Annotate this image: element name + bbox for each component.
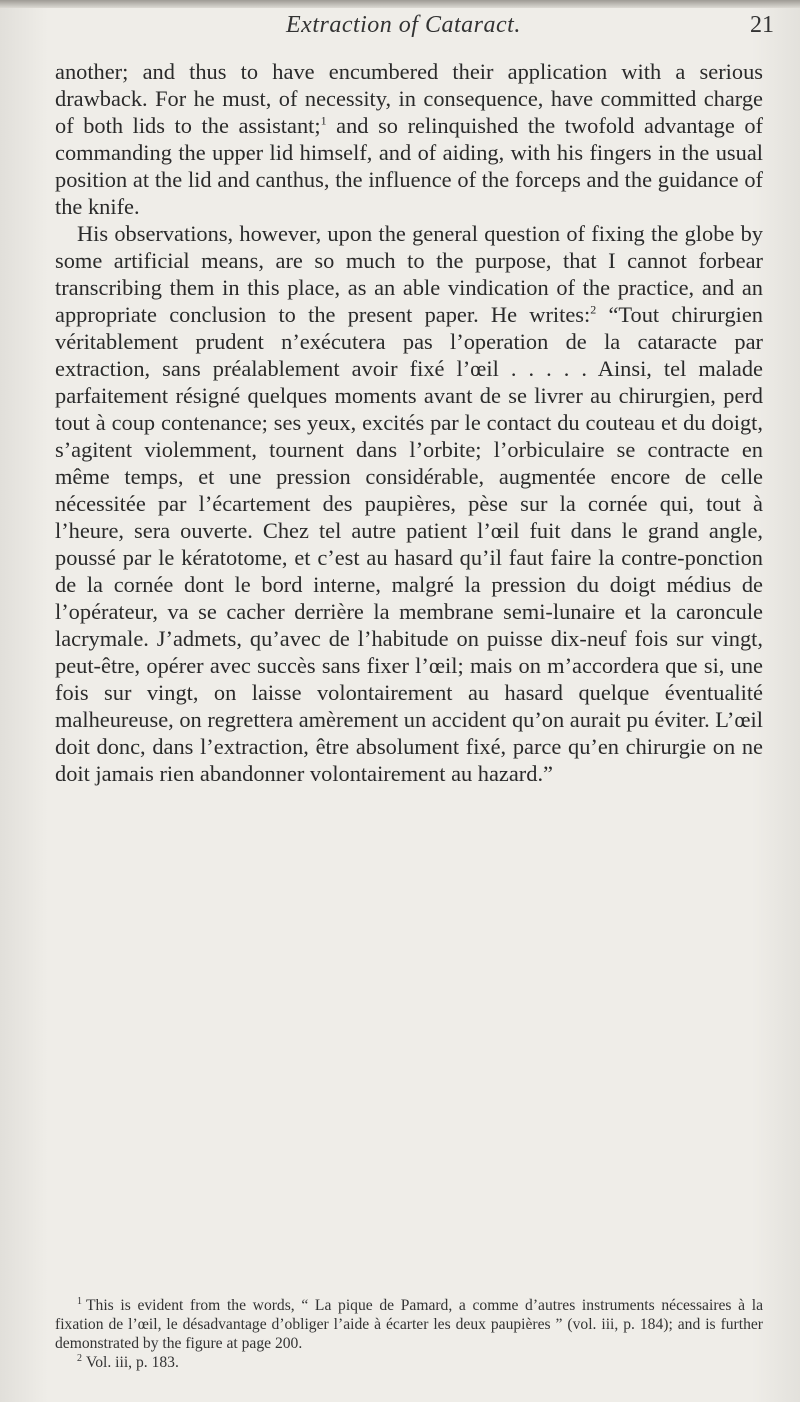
footnote-ref-2: 2 bbox=[590, 302, 597, 317]
footnote-2-text: Vol. iii, p. 183. bbox=[86, 1354, 179, 1371]
footnote-1-mark: 1 bbox=[77, 1295, 82, 1307]
footnote-1 bbox=[55, 1296, 763, 1353]
footnotes bbox=[55, 1296, 763, 1372]
paragraph-2-text: His observations, however, upon the general question of fixing the globe by some artificial means, are so much to the purpose, that I cannot forbear transcribing them in this place, as an able vindication of the practice, and an appropriate conclusion to the present paper. He writes: bbox=[55, 221, 763, 327]
paragraph-1 bbox=[55, 58, 763, 220]
body-text bbox=[55, 58, 763, 787]
page-number: 21 bbox=[750, 12, 774, 38]
paragraph-1-continuation: and so relinquished the twofold advantage of commanding the upper lid himself, and of aiding, with his fingers in the usual position at the lid and canthus, the influence of the forceps and the guidance of the knife. bbox=[55, 113, 763, 219]
top-edge-rule bbox=[0, 0, 800, 8]
footnote-1-text: This is evident from the words, “ La pique de Pamard, a comme d’autres instruments nécessaires à la fixation de l’œil, le désadvantage d’obliger l’aide à écarter les deux paupières ” (vol. iii, p. 184); and is further demonstrated by the figure at page 200. bbox=[55, 1297, 763, 1352]
running-head bbox=[0, 12, 800, 42]
paragraph-1-text: another; and thus to have encumbered their application with a serious drawback. For he must, of necessity, in consequence, have committed charge of both lids to the assistant; bbox=[55, 59, 763, 138]
footnote-2-mark: 2 bbox=[77, 1352, 82, 1364]
french-quotation: “Tout chirurgien véritablement prudent n’exécutera pas l’operation de la cataracte par extraction, sans préalablement avoir fixé l’œil . . . . . Ainsi, tel malade parfaitement résigné quelques moments avant de se livrer au chirurgien, perd tout à coup contenance; ses yeux, excités par le contact du couteau et du doigt, s’agitent violemment, tournent dans l’orbite; l’orbiculaire se contracte en même temps, et une pression considérable, augmentée encore de celle nécessitée par l’écartement des paupières, pèse sur la cornée qui, tout à l’heure, sera ouverte. Chez tel autre patient l’œil fuit dans le grand angle, poussé par le kératotome, et c’est au hasard qu’il faut faire la contre-ponction de la cornée dont le bord interne, malgré la pression du doigt médius de l’opérateur, va se cacher derrière la membrane semi-lunaire et la caroncule lacrymale. J’admets, qu’avec de l’habitude on puisse dix-neuf fois sur vingt, peut-être, opérer avec succès sans fixer l’œil; mais on m’accordera que si, une fois sur vingt, on laisse volontairement au hasard quelque éventualité malheureuse, on regrettera amèrement un accident qu’on aurait pu éviter. L’œil doit donc, dans l’extraction, être absolument fixé, parce qu’en chirurgie on ne doit jamais rien abandonner volontairement au hazard.” bbox=[55, 302, 763, 786]
footnote-ref-1: 1 bbox=[320, 113, 327, 128]
paragraph-2 bbox=[55, 220, 763, 787]
footnote-2 bbox=[55, 1353, 763, 1372]
running-title: Extraction of Cataract. bbox=[286, 12, 521, 38]
